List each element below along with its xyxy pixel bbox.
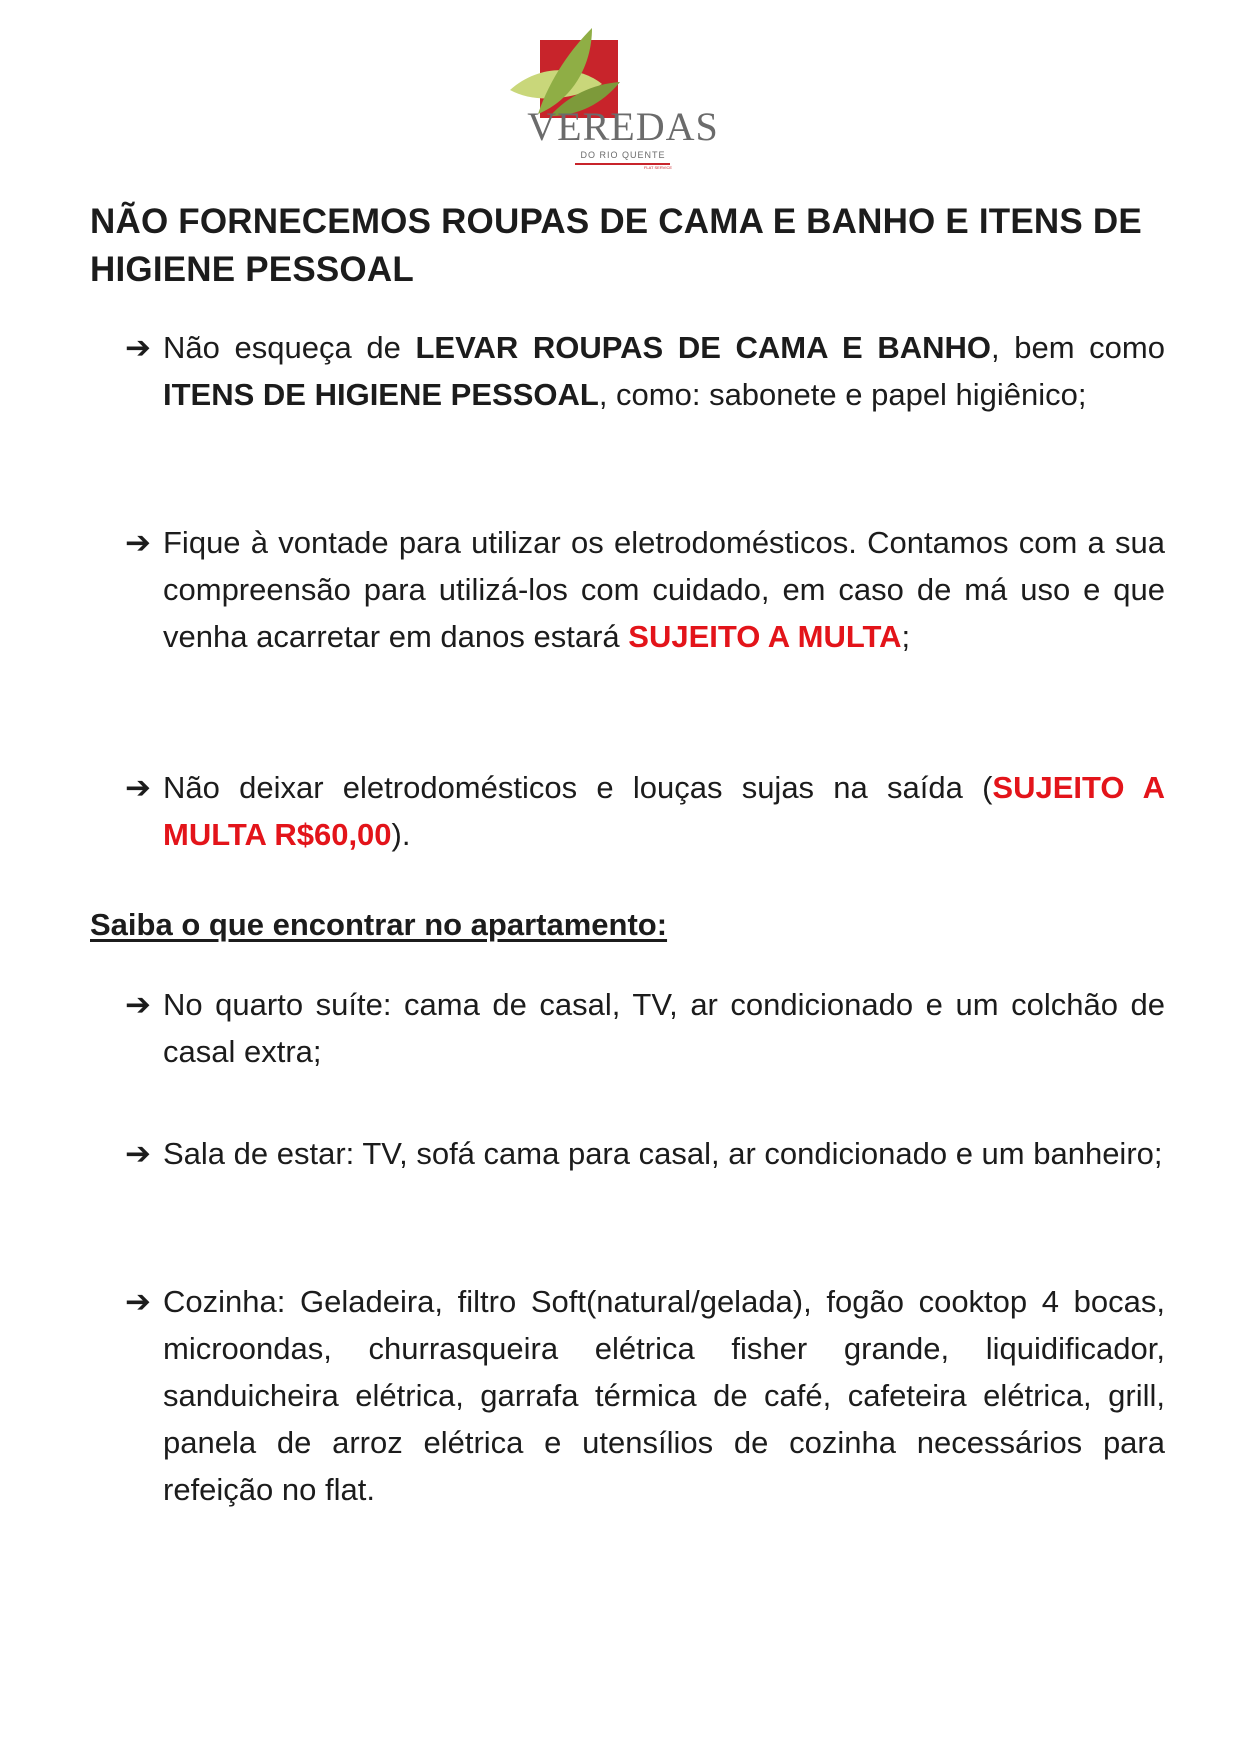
rules-list — [125, 324, 1165, 418]
amenities-list-1 — [125, 981, 1165, 1075]
amenities-list-3 — [125, 1278, 1165, 1513]
section-heading: Saiba o que encontrar no apartamento: — [90, 907, 668, 942]
amenity-text: Sala de estar: TV, sofá cama para casal, ar condicionado e um banheiro; — [163, 1136, 1163, 1171]
arrow-right-icon: ➔ — [125, 770, 151, 805]
amenity-text: No quarto suíte: cama de casal, TV, ar condicionado e um colchão de casal extra; — [163, 987, 1165, 1069]
fine-warning: SUJEITO A MULTA R$60,00 — [163, 770, 1165, 852]
list-item — [125, 519, 1165, 660]
list-item — [125, 1278, 1165, 1513]
logo-subtag: FLAT SERVICE — [643, 165, 673, 170]
rule-text: Fique à vontade para utilizar os eletrodomésticos. Contamos com a sua compreensão para utilizá-los com cuidado, em caso de má uso e que venha acarretar em danos estará SUJEITO A MULTA; — [163, 525, 1165, 654]
fine-warning: SUJEITO A MULTA — [628, 619, 902, 654]
rules-list-3 — [125, 764, 1165, 858]
arrow-right-icon: ➔ — [125, 1284, 151, 1319]
arrow-right-icon: ➔ — [125, 330, 151, 365]
page-title: NÃO FORNECEMOS ROUPAS DE CAMA E BANHO E ITENS DE HIGIENE PESSOAL — [90, 202, 1142, 289]
rule-text: Não esqueça de LEVAR ROUPAS DE CAMA E BANHO, bem como ITENS DE HIGIENE PESSOAL, como: sabonete e papel higiênico; — [163, 330, 1165, 412]
brand-logo — [480, 18, 770, 178]
arrow-right-icon: ➔ — [125, 1136, 151, 1171]
amenities-list-2 — [125, 1130, 1165, 1177]
rules-list-2 — [125, 519, 1165, 660]
arrow-right-icon: ➔ — [125, 987, 151, 1022]
arrow-right-icon: ➔ — [125, 525, 151, 560]
logo-brand-name: VEREDAS — [527, 104, 719, 149]
list-item — [125, 1130, 1165, 1177]
logo-tagline: DO RIO QUENTE — [580, 150, 666, 160]
list-item — [125, 324, 1165, 418]
veredas-logo-graphic — [480, 18, 770, 178]
list-item — [125, 981, 1165, 1075]
amenity-text: Cozinha: Geladeira, filtro Soft(natural/gelada), fogão cooktop 4 bocas, microondas, churrasqueira elétrica fisher grande, liquidificador, sanduicheira elétrica, garrafa térmica de café, cafeteira elétrica, grill, panela de arroz elétrica e utensílios de cozinha necessários para refeição no flat. — [163, 1284, 1165, 1507]
list-item — [125, 764, 1165, 858]
rule-text: Não deixar eletrodomésticos e louças sujas na saída (SUJEITO A MULTA R$60,00). — [163, 770, 1165, 852]
